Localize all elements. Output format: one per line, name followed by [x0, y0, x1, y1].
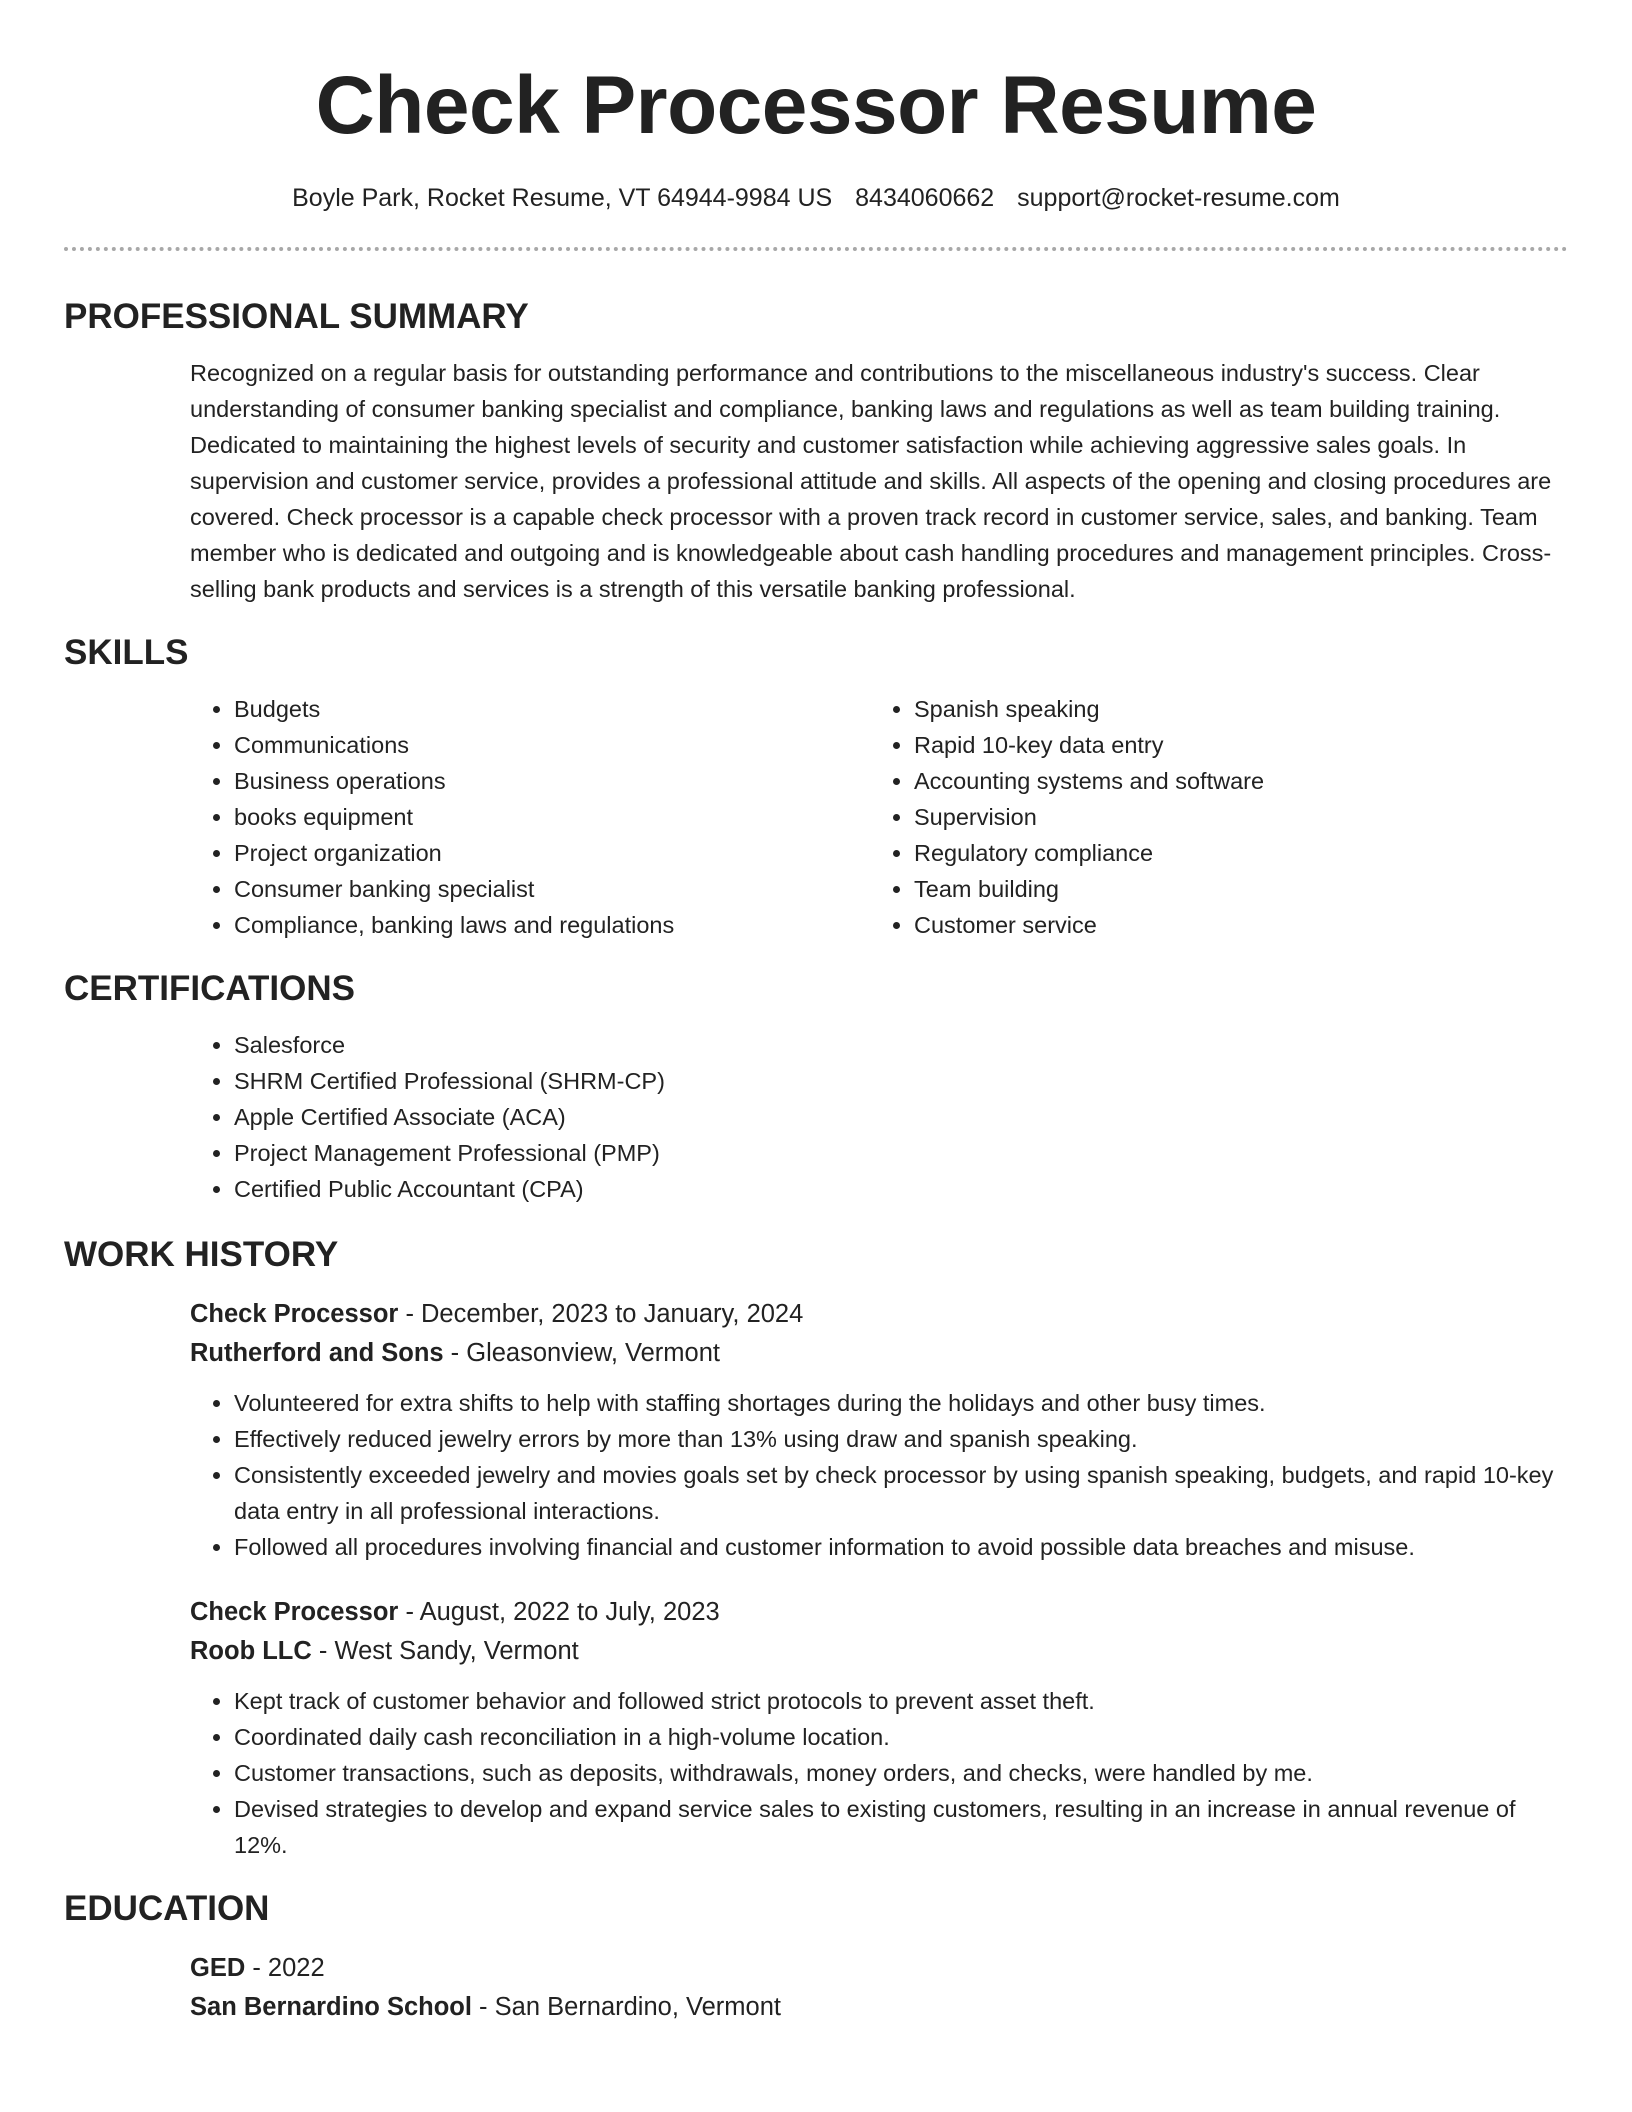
education-degree-line	[190, 1949, 1568, 1988]
skill-item: • Accounting systems and software	[914, 763, 1550, 799]
certifications-heading: CERTIFICATIONS	[64, 969, 356, 1008]
skill-item: • Rapid 10-key data entry	[914, 727, 1550, 763]
job-company: Rutherford and Sons	[190, 1339, 444, 1367]
contact-phone: 8434060662	[855, 184, 995, 212]
job-duty: • Volunteered for extra shifts to help with staffing shortages during the holidays and other busy times.	[234, 1385, 1568, 1421]
skill-item: • Customer service	[914, 907, 1550, 943]
certification-item: • SHRM Certified Professional (SHRM-CP)	[234, 1063, 1568, 1099]
skills-grid	[190, 691, 1568, 943]
skills-heading: SKILLS	[64, 633, 189, 672]
skill-item: • Consumer banking specialist	[234, 871, 870, 907]
job-company: Roob LLC	[190, 1637, 312, 1665]
job-duty: • Devised strategies to develop and expand service sales to existing customers, resulting in an increase in annual revenue of 12%.	[234, 1791, 1568, 1863]
job-dates: - August, 2022 to July, 2023	[398, 1598, 720, 1626]
education-location: - San Bernardino, Vermont	[471, 1993, 781, 2021]
job-location: - West Sandy, Vermont	[311, 1637, 579, 1665]
education-heading: EDUCATION	[64, 1889, 270, 1928]
job-duty: • Coordinated daily cash reconciliation in a high-volume location.	[234, 1719, 1568, 1755]
job-company-line	[190, 1632, 1568, 1671]
work-history-heading: WORK HISTORY	[64, 1235, 339, 1274]
certification-item: • Project Management Professional (PMP)	[234, 1135, 1568, 1171]
skills-list-left	[190, 691, 870, 943]
skill-item: • Business operations	[234, 763, 870, 799]
contact-email: support@rocket-resume.com	[1017, 184, 1340, 212]
skill-item: • Team building	[914, 871, 1550, 907]
job-duties	[190, 1683, 1568, 1863]
summary-heading: PROFESSIONAL SUMMARY	[64, 297, 529, 336]
header-divider	[64, 247, 1568, 251]
education-school: San Bernardino School	[190, 1993, 472, 2021]
skill-item: • Project organization	[234, 835, 870, 871]
job-duty: • Kept track of customer behavior and followed strict protocols to prevent asset theft.	[234, 1683, 1568, 1719]
job-title-line	[190, 1593, 1568, 1632]
job-duty: • Effectively reduced jewelry errors by more than 13% using draw and spanish speaking.	[234, 1421, 1568, 1457]
education-school-line	[190, 1988, 1568, 2027]
certification-item: • Certified Public Accountant (CPA)	[234, 1171, 1568, 1207]
job-entry	[190, 1295, 1568, 1565]
job-location: - Gleasonview, Vermont	[443, 1339, 720, 1367]
skills-list-right	[870, 691, 1550, 943]
summary-text: Recognized on a regular basis for outstanding performance and contributions to the miscellaneous industry's success. Clear understanding of consumer banking specialist and compliance, banking laws and regulations as well as team building training. Dedicated to maintaining the highest levels of security and customer satisfaction while achieving aggressive sales goals. In supervision and customer service, provides a professional attitude and skills. All aspects of the opening and closing procedures are covered. Check processor is a capable check processor with a proven track record in customer service, sales, and banking. Team member who is dedicated and outgoing and is knowledgeable about cash handling procedures and management principles. Cross-selling bank products and services is a strength of this versatile banking professional.	[190, 360, 1552, 602]
certification-item: • Apple Certified Associate (ACA)	[234, 1099, 1568, 1135]
job-title: Check Processor	[190, 1300, 399, 1328]
skill-item: • books equipment	[234, 799, 870, 835]
certification-item: • Salesforce	[234, 1027, 1568, 1063]
job-dates: - December, 2023 to January, 2024	[398, 1300, 804, 1328]
skill-item: • Spanish speaking	[914, 691, 1550, 727]
contact-address: Boyle Park, Rocket Resume, VT 64944-9984 US	[292, 184, 833, 212]
job-title: Check Processor	[190, 1598, 399, 1626]
job-duty: • Followed all procedures involving financial and customer information to avoid possible data breaches and misuse.	[234, 1529, 1568, 1565]
skill-item: • Budgets	[234, 691, 870, 727]
skill-item: • Communications	[234, 727, 870, 763]
skill-item: • Supervision	[914, 799, 1550, 835]
job-duties	[190, 1385, 1568, 1565]
job-duty: • Customer transactions, such as deposits, withdrawals, money orders, and checks, were handled by me.	[234, 1755, 1568, 1791]
contact-line	[64, 182, 1568, 214]
certifications-list	[190, 1027, 1568, 1207]
job-duty: • Consistently exceeded jewelry and movies goals set by check processor by using spanish speaking, budgets, and rapid 10-key data entry in all professional interactions.	[234, 1457, 1568, 1529]
job-title-line	[190, 1295, 1568, 1334]
education-degree: GED	[190, 1954, 246, 1982]
skill-item: • Compliance, banking laws and regulations	[234, 907, 870, 943]
education-year: - 2022	[245, 1954, 325, 1982]
resume-title: Check Processor Resume	[315, 60, 1317, 151]
skill-item: • Regulatory compliance	[914, 835, 1550, 871]
job-entry	[190, 1593, 1568, 1863]
job-company-line	[190, 1334, 1568, 1373]
